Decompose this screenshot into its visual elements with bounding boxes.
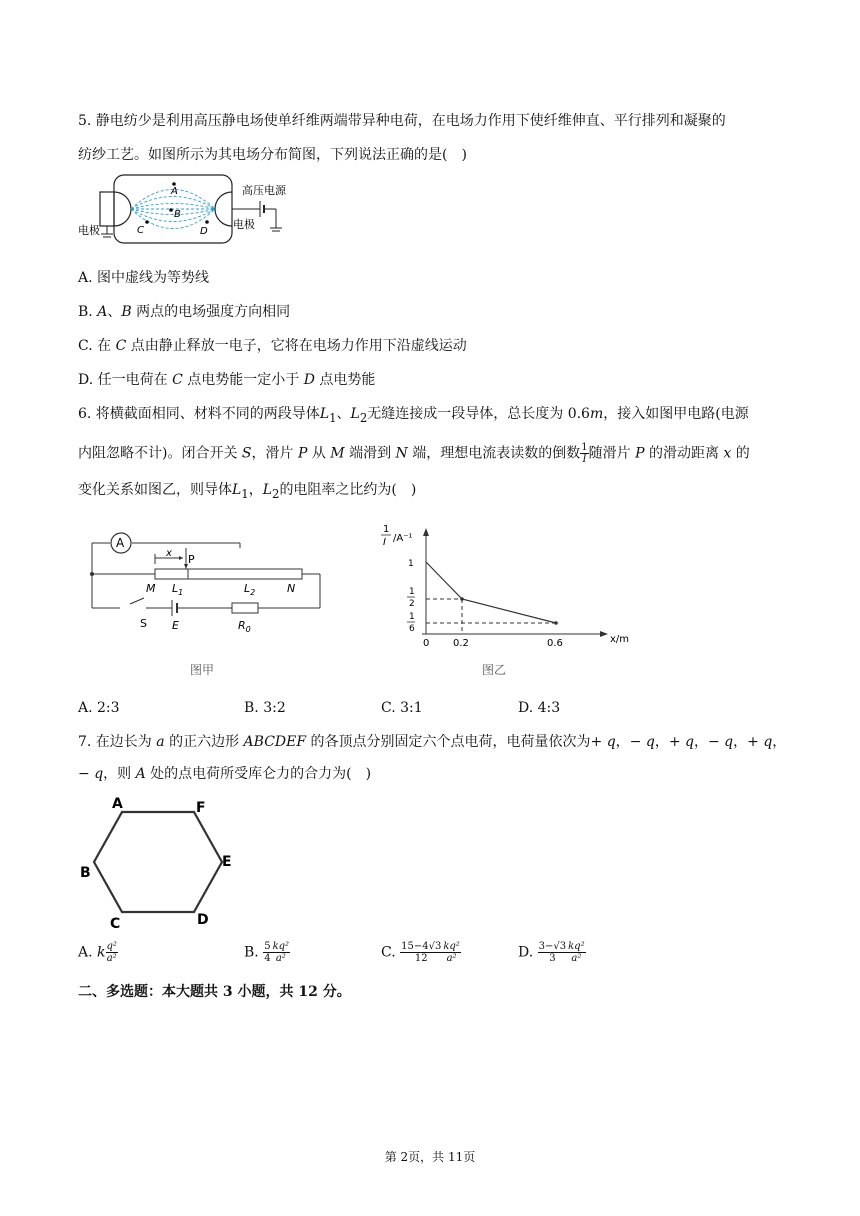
q6-option-c: C. 3:1 <box>381 700 423 716</box>
q6-option-b: B. 3:2 <box>244 700 286 716</box>
q6-stem-line-1: 6. 将横截面相同、材料不同的两段导体$L_1$、$L_2$无缝连接成一段导体，总长度为 0.6m，接入如图甲电路(电源 <box>78 406 749 425</box>
q6-stem-line-2: 内阻忽略不计)。闭合开关 S，滑片 P 从 M 端滑到 N 端，理想电流表读数的倒数 $\frac{1}{I}$ 随滑片 P 的滑动距离 x 的 <box>78 442 750 465</box>
y-axis-label-unit: /A⁻¹ <box>393 533 413 544</box>
vertex-c-label: C <box>110 916 121 932</box>
q7-option-d: D. $\frac{3-√3}{3}$ $\frac{\text{kq²}}{\text{a²}}$ <box>518 941 585 964</box>
ammeter-label: A <box>116 536 125 550</box>
q7-stem-line-1: 7. 在边长为 a 的正六边形 ABCDEF 的各顶点分别固定六个点电荷，电荷量依次为+ q，− q，+ q，− q，+ q， <box>78 734 787 750</box>
y-tick-1: 1 <box>408 559 414 569</box>
figure-jia-caption: 图甲 <box>190 663 215 677</box>
x-axis-label: x/m <box>610 634 630 645</box>
x-tick-0: 0 <box>423 638 430 649</box>
end-m-label: M <box>146 582 156 595</box>
point-d-label: D <box>200 226 208 237</box>
y-tick-sixth-num: 1 <box>409 612 415 622</box>
x-tick-0-6: 0.6 <box>547 638 563 649</box>
resistor-r0-label: $R_0$ <box>238 619 251 634</box>
y-tick-half-num: 1 <box>409 587 415 597</box>
power-source-label: 高压电源 <box>242 184 286 197</box>
vertex-d-label: D <box>197 912 209 928</box>
y-axis-label-num: 1 <box>383 524 390 535</box>
battery-e-label: E <box>172 619 179 632</box>
q6-graph-figure <box>370 518 650 678</box>
q5-option-b: B. A、B 两点的电场强度方向相同 <box>78 304 291 320</box>
y-tick-sixth-den: 6 <box>409 624 415 634</box>
q5-stem-line-2: 纺纱工艺。如图所示为其电场分布简图，下列说法正确的是( ) <box>78 147 467 163</box>
q5-option-c: C. 在 C 点由静止释放一电子，它将在电场力作用下沿虚线运动 <box>78 338 467 354</box>
switch-s-label: S <box>140 617 147 630</box>
q5-option-a: A. 图中虚线为等势线 <box>78 270 210 286</box>
end-n-label: N <box>287 582 296 595</box>
q6-option-d: D. 4:3 <box>518 700 561 716</box>
page-footer: 第 2页，共 11页 <box>384 1150 476 1164</box>
y-tick-half-den: 2 <box>409 599 415 609</box>
conductor-l1-label: $L_1$ <box>172 582 184 597</box>
section-heading-multiple-choice: 二、多选题：本大题共 3 小题，共 12 分。 <box>78 984 351 1000</box>
right-electrode-label: 电极 <box>233 218 255 231</box>
left-electrode-label: 电极 <box>78 224 100 237</box>
y-axis-label-den: I <box>383 537 386 548</box>
point-c-label: C <box>137 225 144 236</box>
vertex-f-label: F <box>196 800 206 816</box>
slide-distance-label: x <box>166 548 172 559</box>
vertex-e-label: E <box>222 854 232 870</box>
q7-option-c: C. $\frac{15-4√3}{12}$ $\frac{\text{kq²}}{\text{a²}}$ <box>381 941 460 964</box>
figure-yi-caption: 图乙 <box>482 663 507 677</box>
point-b-label: B <box>174 209 181 220</box>
q7-option-b: B. $\frac{5}{4}$ $\frac{\text{kq²}}{\text{a²}}$ <box>244 941 290 964</box>
q7-hexagon-figure <box>76 792 246 932</box>
q6-option-a: A. 2:3 <box>78 700 120 716</box>
q6-stem-line-3: 变化关系如图乙，则导体$L_1$，$L_2$的电阻率之比约为( ) <box>78 482 417 501</box>
q5-stem-line-1: 5. 静电纺少是利用高压静电场使单纤维两端带异种电荷，在电场力作用下使纤维伸直、平行排列和凝聚的 <box>78 113 726 129</box>
point-a-label: A <box>171 186 178 197</box>
conductor-l2-label: $L_2$ <box>244 582 256 597</box>
x-tick-0-2: 0.2 <box>453 638 469 649</box>
q5-option-d: D. 任一电荷在 C 点电势能一定小于 D 点电势能 <box>78 372 376 388</box>
q7-option-a: A. k $\frac{\text{q²}}{\text{a²}}$ <box>78 941 117 964</box>
q7-stem-line-2: − q，则 A 处的点电荷所受库仑力的合力为( ) <box>78 766 372 782</box>
q6-circuit-figure <box>80 528 330 678</box>
vertex-a-label: A <box>112 796 123 812</box>
q5-electric-field-figure <box>76 172 306 244</box>
vertex-b-label: B <box>80 865 91 881</box>
slider-p-label: P <box>188 553 195 566</box>
